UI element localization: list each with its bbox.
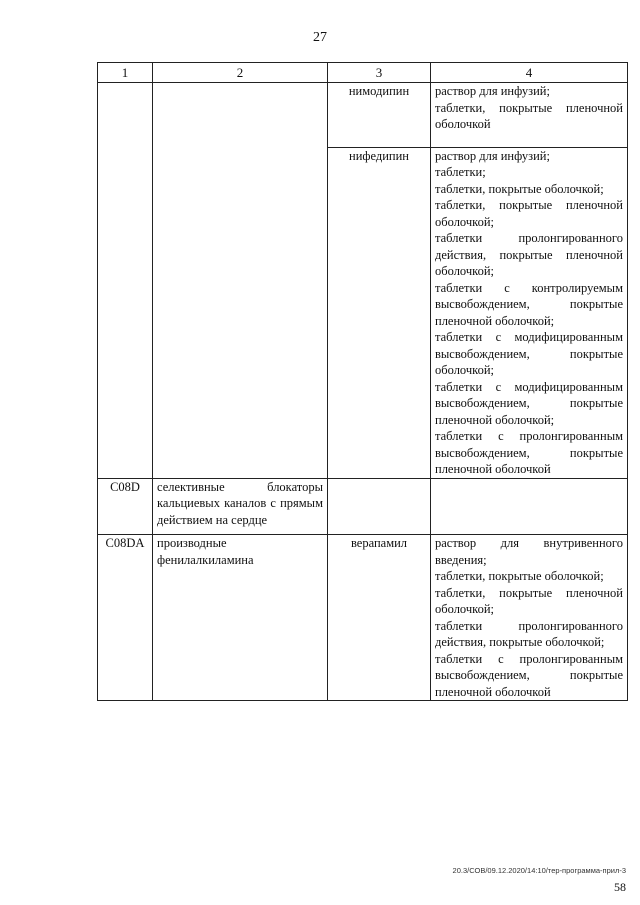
drug-table	[97, 62, 628, 701]
inn-cell: нифедипин	[328, 147, 431, 478]
dosage-form: раствор для инфузий;	[435, 84, 550, 98]
dosage-forms-cell	[431, 83, 628, 148]
dosage-form: таблетки с модифицированным высвобождением, покрытые оболочкой;	[435, 330, 623, 377]
dosage-form: таблетки, покрытые оболочкой;	[435, 569, 604, 583]
dosage-form: таблетки с пролонгированным высвобождением, покрытые пленочной оболочкой	[435, 429, 623, 476]
table-header-row	[98, 63, 628, 83]
dosage-form: таблетки с модифицированным высвобождением, покрытые пленочной оболочкой;	[435, 379, 623, 427]
dosage-form: таблетки, покрытые оболочкой;	[435, 181, 604, 196]
column-header: 3	[328, 63, 431, 83]
dosage-form: таблетки с пролонгированным высвобождением, покрытые пленочной оболочкой	[435, 651, 623, 699]
dosage-form: раствор для внутривенного введения;	[435, 536, 623, 567]
group-name-cell: производные фенилалкиламина	[153, 535, 328, 701]
column-header: 1	[98, 63, 153, 83]
column-header: 4	[431, 63, 628, 83]
table-row	[98, 535, 628, 701]
column-header: 2	[153, 63, 328, 83]
dosage-forms-cell	[431, 147, 628, 478]
group-name-cell: селективные блокаторы кальциевых каналов с прямым действием на сердце	[153, 478, 328, 535]
atc-code-cell	[98, 83, 153, 479]
dosage-form: раствор для инфузий;	[435, 148, 550, 163]
dosage-form: таблетки, покрытые пленочной оболочкой;	[435, 198, 623, 229]
dosage-form: таблетки, покрытые пленочной оболочкой	[435, 100, 623, 131]
dosage-form: таблетки пролонгированного действия, покрытые оболочкой;	[435, 618, 623, 649]
table-row	[98, 83, 628, 148]
atc-code-cell: C08D	[98, 478, 153, 535]
inn-cell	[328, 478, 431, 535]
page-number-bottom: 58	[614, 880, 626, 894]
dosage-forms-cell	[431, 535, 628, 701]
inn-cell: нимодипин	[328, 83, 431, 148]
document-footer-code: 20.3/СОВ/09.12.2020/14:10/тер-программа-прил-3	[452, 866, 626, 875]
dosage-form: таблетки пролонгированного действия, покрытые пленочной оболочкой;	[435, 231, 623, 278]
dosage-form: таблетки с контролируемым высвобождением, покрытые пленочной оболочкой;	[435, 280, 623, 328]
table-row	[98, 478, 628, 535]
dosage-forms-cell	[431, 478, 628, 535]
group-name-cell	[153, 83, 328, 479]
inn-cell: верапамил	[328, 535, 431, 701]
dosage-form: таблетки, покрытые пленочной оболочкой;	[435, 585, 623, 616]
page-number-top: 27	[313, 30, 327, 45]
dosage-form: таблетки;	[435, 165, 486, 179]
atc-code-cell: C08DA	[98, 535, 153, 701]
